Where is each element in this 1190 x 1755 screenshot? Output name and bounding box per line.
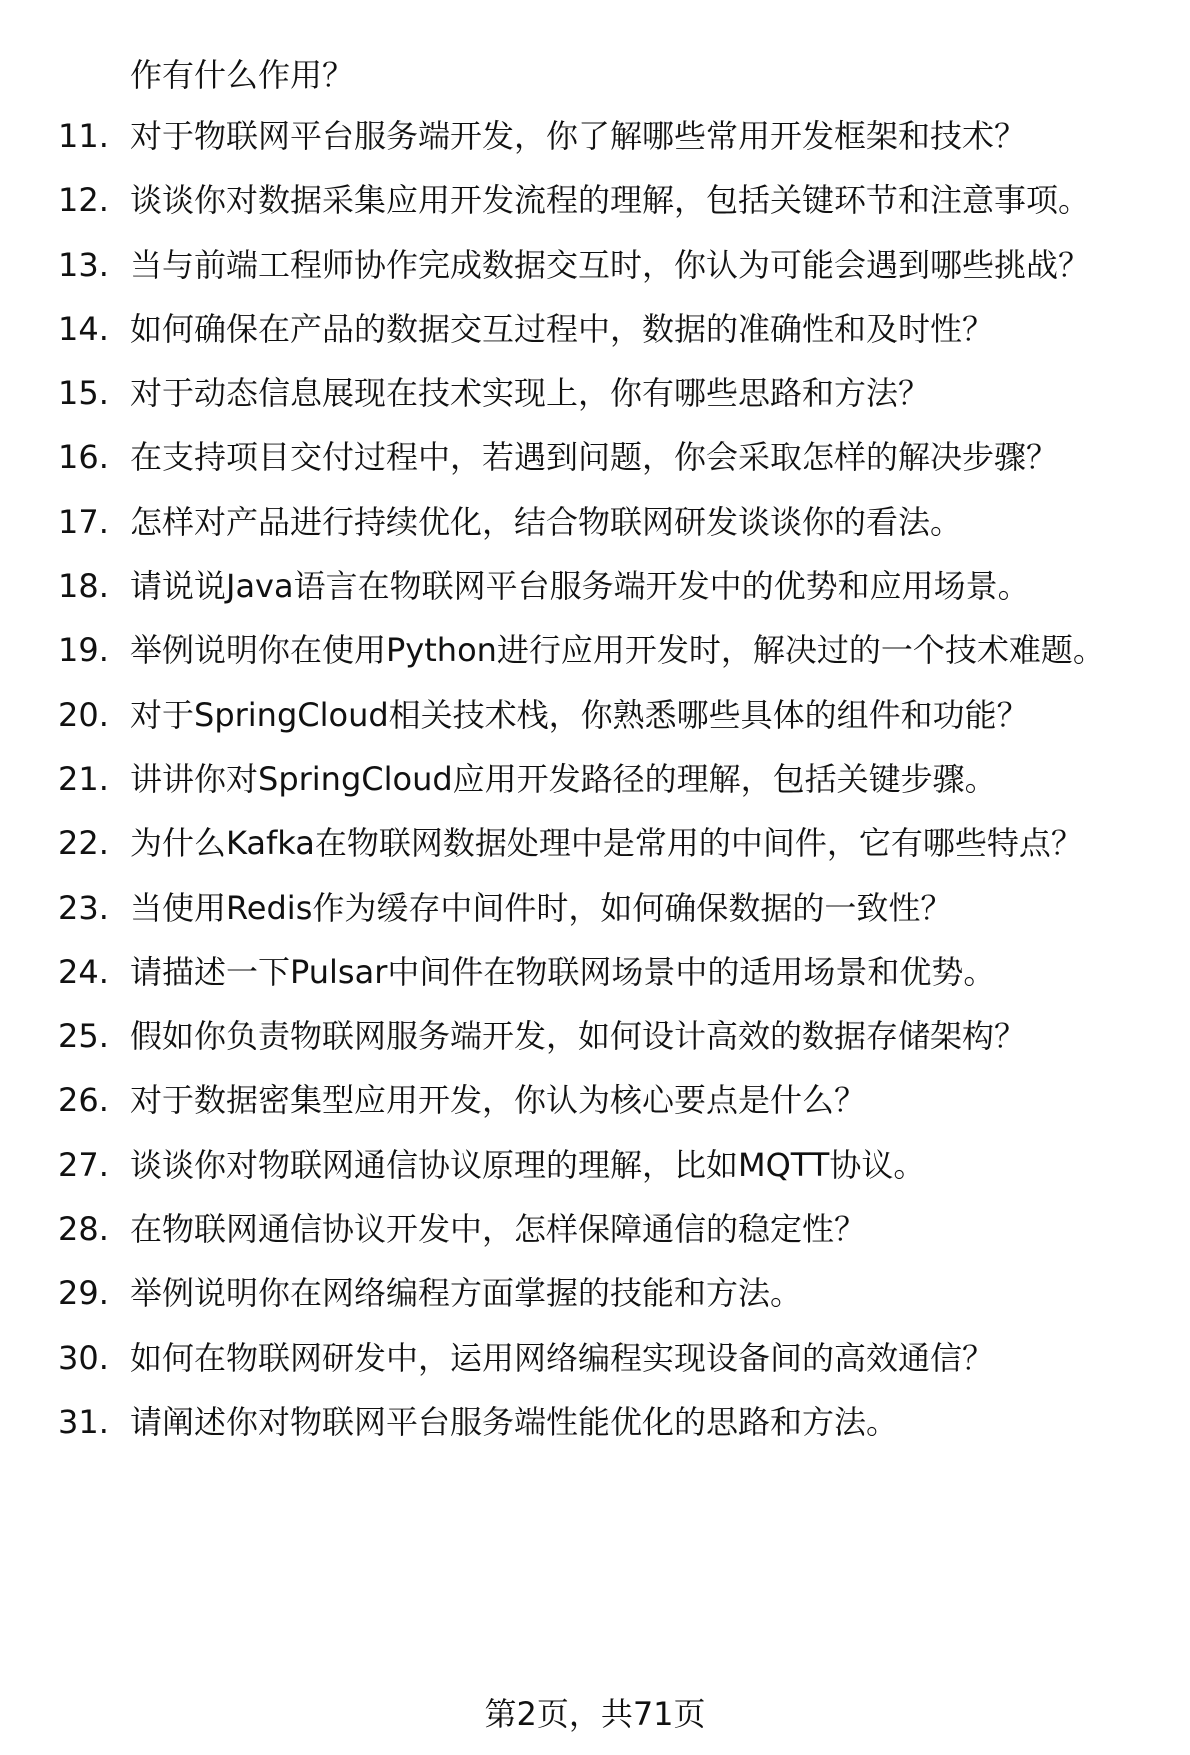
- list-item: [0, 115, 1190, 157]
- question-number: 21.: [58, 759, 109, 798]
- question-number: 28.: [58, 1210, 109, 1249]
- question-number: 12.: [58, 181, 109, 220]
- question-number: 20.: [58, 695, 109, 734]
- question-number: 17.: [58, 502, 109, 541]
- question-text: 如何在物联网研发中，运用网络编程实现设备间的高效通信？: [130, 1338, 995, 1377]
- list-item: [0, 1015, 1190, 1057]
- list-item: [0, 822, 1190, 864]
- list-item: [0, 1079, 1190, 1121]
- page-number-footer: 第2页，共71页: [484, 1695, 706, 1733]
- continuation-text: 作有什么作用？: [130, 56, 355, 94]
- question-number: 25.: [58, 1017, 109, 1056]
- question-text: 谈谈你对物联网通信协议原理的理解，比如MQTT协议。: [130, 1145, 926, 1184]
- list-item: [0, 1337, 1190, 1379]
- question-text: 假如你负责物联网服务端开发，如何设计高效的数据存储架构？: [130, 1017, 1027, 1056]
- list-item: [0, 629, 1190, 671]
- question-text: 当与前端工程师协作完成数据交互时，你认为可能会遇到哪些挑战？: [130, 245, 1091, 284]
- question-number: 11.: [58, 117, 109, 155]
- question-text: 讲讲你对SpringCloud应用开发路径的理解，包括关键步骤。: [130, 759, 997, 798]
- question-text: 为什么Kafka在物联网数据处理中是常用的中间件，它有哪些特点？: [130, 824, 1083, 863]
- question-text: 对于物联网平台服务端开发，你了解哪些常用开发框架和技术？: [130, 117, 1027, 155]
- question-text: 当使用Redis作为缓存中间件时，如何确保数据的一致性？: [130, 888, 953, 927]
- list-item: [0, 372, 1190, 414]
- question-text: 对于动态信息展现在技术实现上，你有哪些思路和方法？: [130, 374, 931, 413]
- question-number: 15.: [58, 374, 109, 413]
- question-text: 举例说明你在网络编程方面掌握的技能和方法。: [130, 1274, 803, 1313]
- list-item: [0, 1144, 1190, 1186]
- question-number: 31.: [58, 1402, 109, 1441]
- question-number: 14.: [58, 309, 109, 348]
- question-number: 23.: [58, 888, 109, 927]
- question-number: 13.: [58, 245, 109, 284]
- list-item: [0, 501, 1190, 543]
- question-text: 请描述一下Pulsar中间件在物联网场景中的适用场景和优势。: [130, 952, 996, 991]
- question-text: 谈谈你对数据采集应用开发流程的理解，包括关键环节和注意事项。: [130, 181, 1091, 220]
- question-number: 18.: [58, 567, 109, 606]
- question-text: 对于SpringCloud相关技术栈，你熟悉哪些具体的组件和功能？: [130, 695, 1029, 734]
- list-item: [0, 1208, 1190, 1250]
- question-text: 在物联网通信协议开发中，怎样保障通信的稳定性？: [130, 1210, 867, 1249]
- list-item: [0, 758, 1190, 800]
- question-number: 24.: [58, 952, 109, 991]
- list-item: [0, 565, 1190, 607]
- question-text: 对于数据密集型应用开发，你认为核心要点是什么？: [130, 1081, 867, 1120]
- list-item: [0, 308, 1190, 350]
- list-item: [0, 244, 1190, 286]
- question-number: 16.: [58, 438, 109, 477]
- question-text: 怎样对产品进行持续优化，结合物联网研发谈谈你的看法。: [130, 502, 963, 541]
- question-number: 22.: [58, 824, 109, 863]
- question-text: 请说说Java语言在物联网平台服务端开发中的优势和应用场景。: [130, 567, 1030, 606]
- question-number: 30.: [58, 1338, 109, 1377]
- question-text: 举例说明你在使用Python进行应用开发时，解决过的一个技术难题。: [130, 631, 1105, 670]
- question-text: 在支持项目交付过程中，若遇到问题，你会采取怎样的解决步骤？: [130, 438, 1059, 477]
- list-item: [0, 1401, 1190, 1443]
- question-text: 如何确保在产品的数据交互过程中，数据的准确性和及时性？: [130, 309, 995, 348]
- question-number: 26.: [58, 1081, 109, 1120]
- list-item: [0, 1272, 1190, 1314]
- question-number: 29.: [58, 1274, 109, 1313]
- question-number: 27.: [58, 1145, 109, 1184]
- list-item: [0, 951, 1190, 993]
- question-number: 19.: [58, 631, 109, 670]
- list-item: [0, 179, 1190, 221]
- list-item: [0, 694, 1190, 736]
- list-item: [0, 436, 1190, 478]
- question-text: 请阐述你对物联网平台服务端性能优化的思路和方法。: [130, 1402, 899, 1441]
- list-item: [0, 887, 1190, 929]
- question-list: [0, 115, 1190, 1465]
